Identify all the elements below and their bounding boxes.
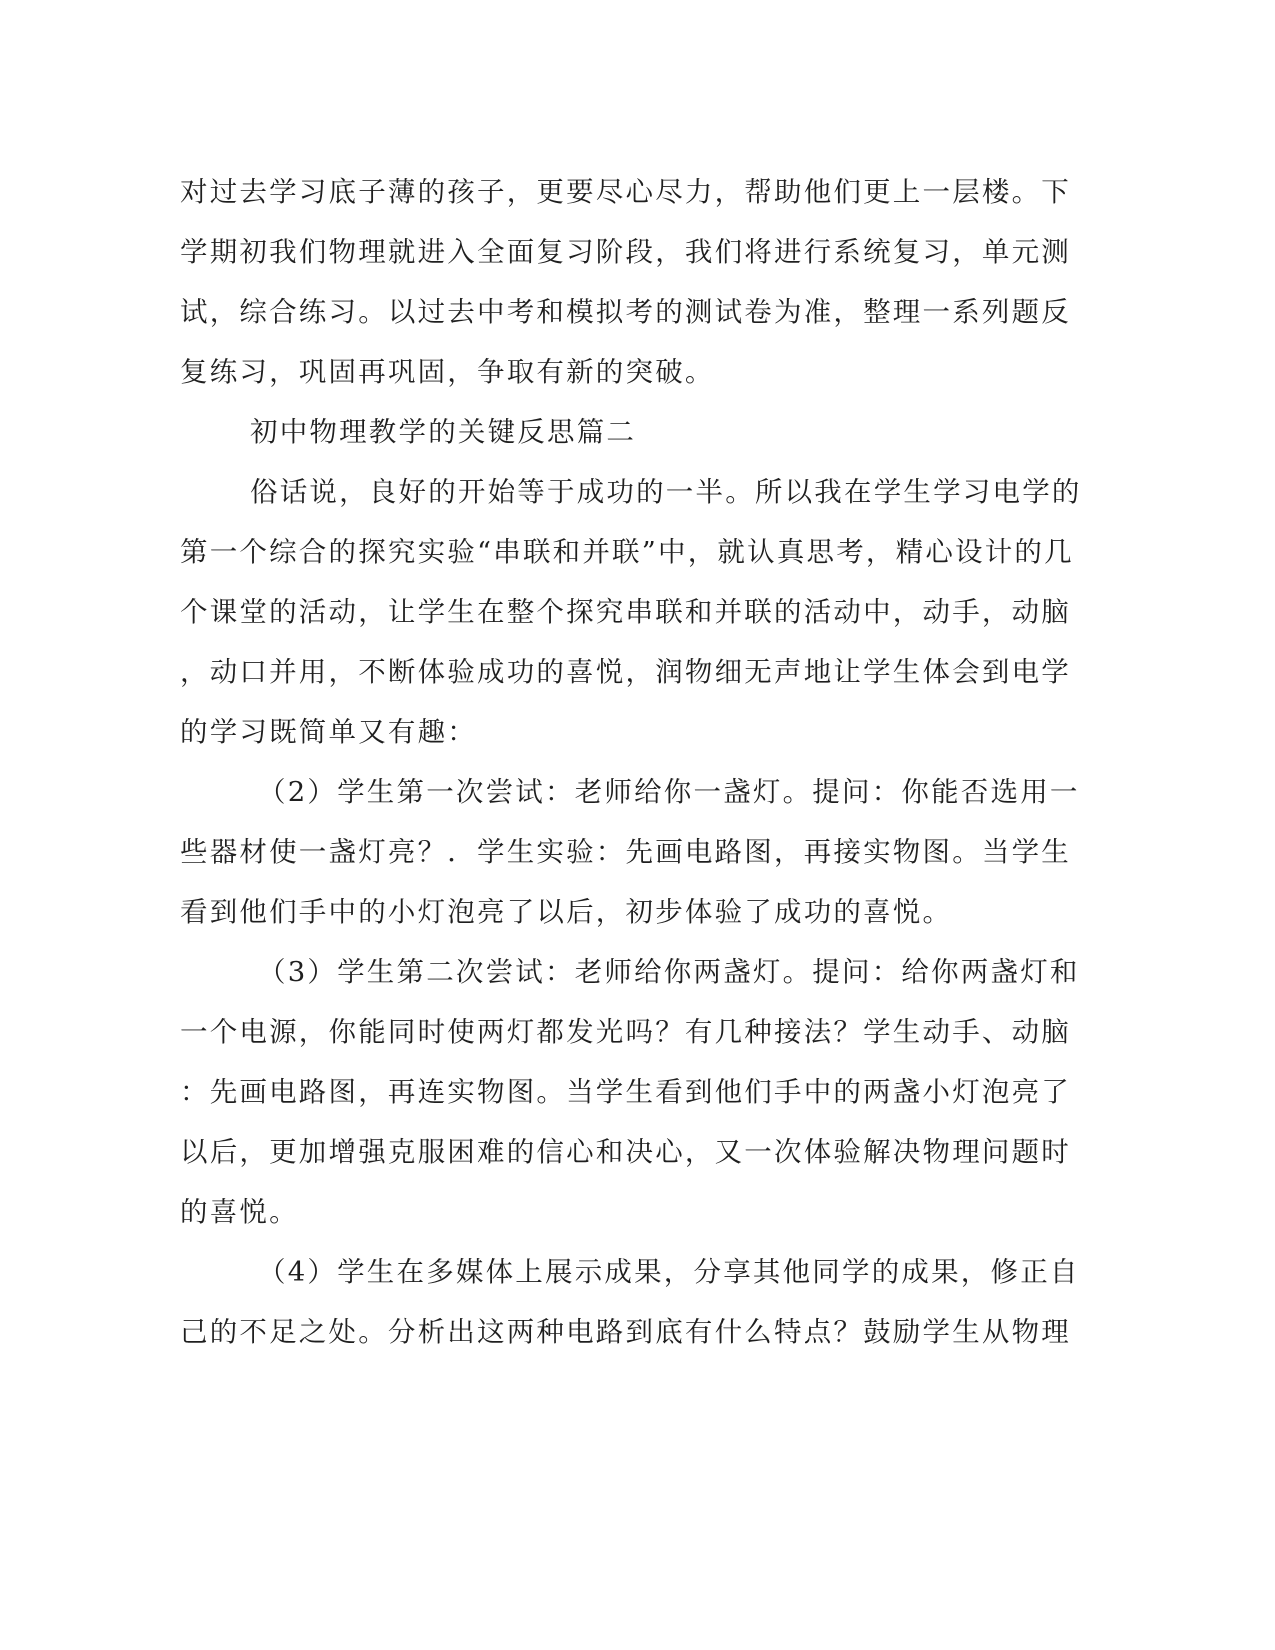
paragraph-line: ，动口并用，不断体验成功的喜悦，润物细无声地让学生体会到电学 xyxy=(180,656,1071,688)
list-item-line: 的喜悦。 xyxy=(180,1196,299,1228)
paragraph-line: 复练习，巩固再巩固，争取有新的突破。 xyxy=(180,356,715,388)
list-item-line: （4）学生在多媒体上展示成果，分享其他同学的成果，修正自 xyxy=(258,1256,1080,1288)
list-item-line: 一个电源，你能同时使两灯都发光吗？有几种接法？学生动手、动脑 xyxy=(180,1016,1071,1048)
list-item-line: ：先画电路图，再连实物图。当学生看到他们手中的两盏小灯泡亮了 xyxy=(180,1076,1071,1108)
paragraph-line: 俗话说，良好的开始等于成功的一半。所以我在学生学习电学的 xyxy=(250,476,1082,508)
list-item-line: （2）学生第一次尝试：老师给你一盏灯。提问：你能否选用一 xyxy=(258,776,1080,808)
paragraph-line: 学期初我们物理就进入全面复习阶段，我们将进行系统复习，单元测 xyxy=(180,236,1071,268)
list-item-line: 己的不足之处。分析出这两种电路到底有什么特点？鼓励学生从物理 xyxy=(180,1316,1071,1348)
paragraph-line: 个课堂的活动，让学生在整个探究串联和并联的活动中，动手，动脑 xyxy=(180,596,1071,628)
paragraph-line: 的学习既简单又有趣： xyxy=(180,716,477,748)
paragraph-line: 第一个综合的探究实验“串联和并联”中，就认真思考，精心设计的几 xyxy=(180,536,1074,568)
body-text xyxy=(180,162,1082,1362)
list-item-line: 以后，更加增强克服困难的信心和决心，又一次体验解决物理问题时 xyxy=(180,1136,1071,1168)
paragraph-line: 试，综合练习。以过去中考和模拟考的测试卷为准，整理一系列题反 xyxy=(180,296,1071,328)
list-item-line: （3）学生第二次尝试：老师给你两盏灯。提问：给你两盏灯和 xyxy=(258,956,1080,988)
list-item-line: 看到他们手中的小灯泡亮了以后，初步体验了成功的喜悦。 xyxy=(180,896,953,928)
section-heading: 初中物理教学的关键反思篇二 xyxy=(250,416,637,448)
paragraph-line: 对过去学习底子薄的孩子，更要尽心尽力，帮助他们更上一层楼。下 xyxy=(180,176,1071,208)
list-item-line: 些器材使一盏灯亮？．学生实验：先画电路图，再接实物图。当学生 xyxy=(180,836,1071,868)
